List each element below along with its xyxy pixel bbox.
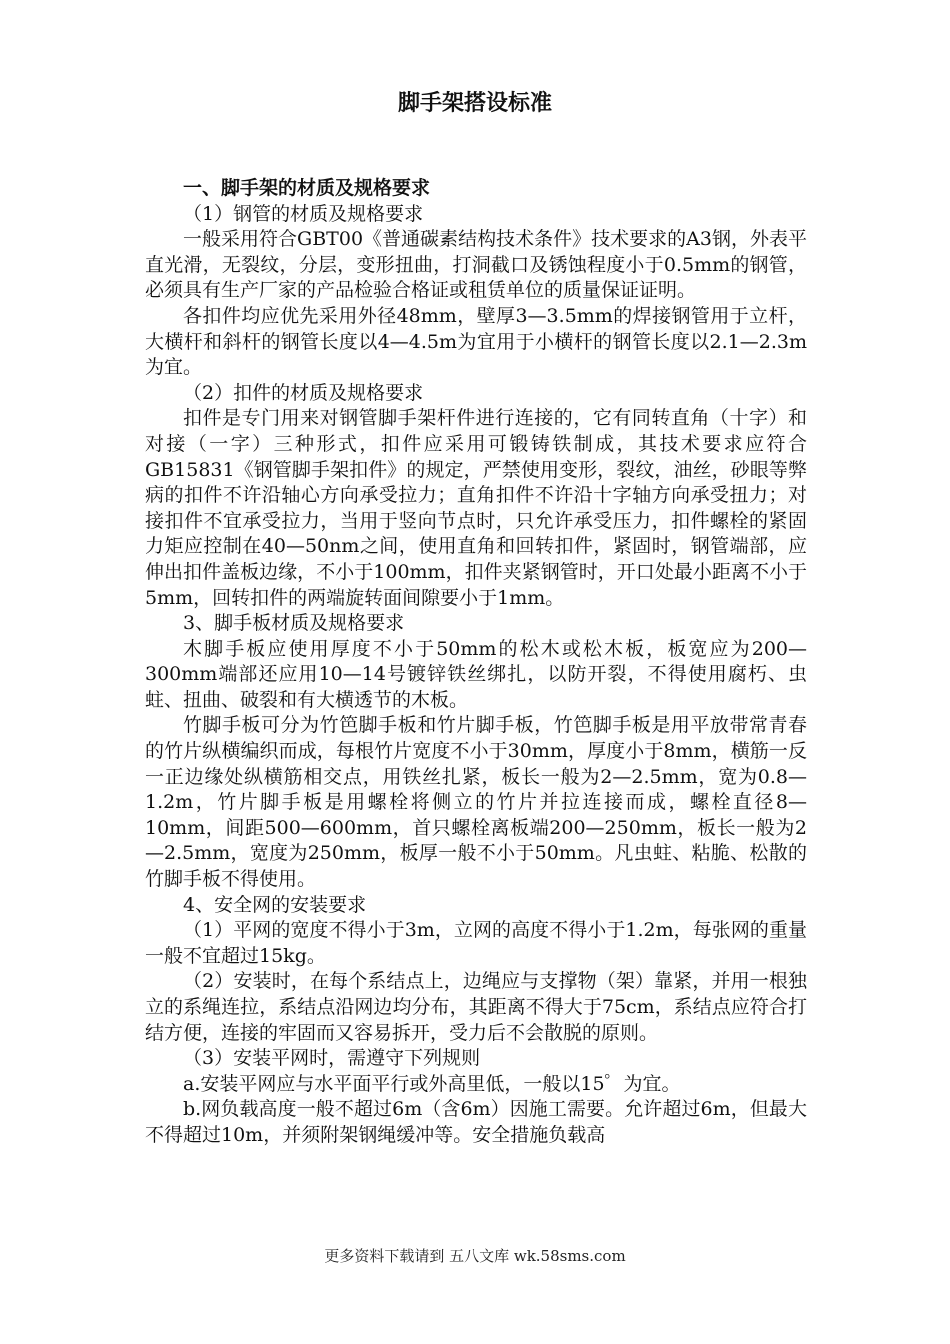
document-body xyxy=(145,176,807,1149)
page-title: 脚手架搭设标准 xyxy=(397,91,552,116)
body-paragraph: 竹脚手板可分为竹笆脚手板和竹片脚手板，竹笆脚手板是用平放带常青春的竹片纵横编织而成，每根竹片宽度不小于30mm，厚度小于8mm，横筋一反一正边缘处纵横筋相交点，用铁丝扎紧，板长一般为2—2.5mm，宽为0.8—1.2m，竹片脚手板是用螺栓将侧立的竹片并拉连接而成，螺栓直径8—10mm，间距500—600mm，首只螺栓离板端200—250mm，板长一般为2—2.5mm，宽度为250mm，板厚一般不小于50mm。凡虫蛀、粘脆、松散的竹脚手板不得使用。 xyxy=(145,714,807,891)
body-paragraph: 各扣件均应优先采用外径48mm，壁厚3—3.5mm的焊接钢管用于立杆，大横杆和斜杆的钢管长度以4—4.5m为宜用于小横杆的钢管长度以2.1—2.3m为宜。 xyxy=(145,304,807,379)
subsection-heading: 3、脚手板材质及规格要求 xyxy=(183,612,405,635)
body-paragraph: a.安装平网应与水平面平行或外高里低，一般以15゜为宜。 xyxy=(183,1072,681,1095)
body-paragraph: （2）安装时，在每个系结点上，边绳应与支撑物（架）靠紧，并用一根独立的系绳连拉，系结点沿网边均分布，其距离不得大于75cm，系结点应符合打结方便，连接的牢固而又容易拆开，受力后不会散脱的原则。 xyxy=(145,970,807,1044)
subsection-heading: （1）钢管的材质及规格要求 xyxy=(183,202,424,225)
page-footer: 更多资料下载请到 五八文库 wk.58sms.com xyxy=(324,1247,626,1265)
subsection-heading: （2）扣件的材质及规格要求 xyxy=(183,381,424,404)
subsection-heading: （3）安装平网时，需遵守下列规则 xyxy=(183,1047,481,1070)
subsection-heading: 4、安全网的安装要求 xyxy=(183,893,367,916)
body-paragraph: 木脚手板应使用厚度不小于50mm的松木或松木板，板宽应为200—300mm端部还应用10—14号镀锌铁丝绑扎，以防开裂，不得使用腐朽、虫蛀、扭曲、破裂和有大横透节的木板。 xyxy=(145,637,807,711)
section-heading: 一、脚手架的材质及规格要求 xyxy=(183,177,431,199)
body-paragraph: b.网负载高度一般不超过6m（含6m）因施工需要。允许超过6m，但最大不得超过10m，并须附架钢绳缓冲等。安全措施负载高 xyxy=(145,1098,807,1146)
body-paragraph: 一般采用符合GBT00《普通碳素结构技术条件》技术要求的A3钢，外表平直光滑，无裂纹，分层，变形扭曲，打洞截口及锈蚀程度小于0.5mm的钢管，必须具有生产厂家的产品检验合格证或租赁单位的质量保证证明。 xyxy=(145,228,807,302)
body-paragraph: 扣件是专门用来对钢管脚手架杆件进行连接的，它有同转直角（十字）和对接（一字）三种形式，扣件应采用可锻铸铁制成，其技术要求应符合GB15831《钢管脚手架扣件》的规定，严禁使用变形，裂纹，油丝，砂眼等弊病的扣件不许沿轴心方向承受拉力；直角扣件不许沿十字轴方向承受扭力；对接扣件不宜承受拉力，当用于竖向节点时，只允许承受压力，扣件螺栓的紧固力矩应控制在40—50nm之间，使用直角和回转扣件，紧固时，钢管端部，应伸出扣件盖板边缘，不小于100mm，扣件夹紧钢管时，开口处最小距离不小于5mm，回转扣件的两端旋转面间隙要小于1mm。 xyxy=(145,407,807,609)
body-paragraph: （1）平网的宽度不得小于3m，立网的高度不得小于1.2m，每张网的重量一般不宜超过15kg。 xyxy=(145,919,807,967)
